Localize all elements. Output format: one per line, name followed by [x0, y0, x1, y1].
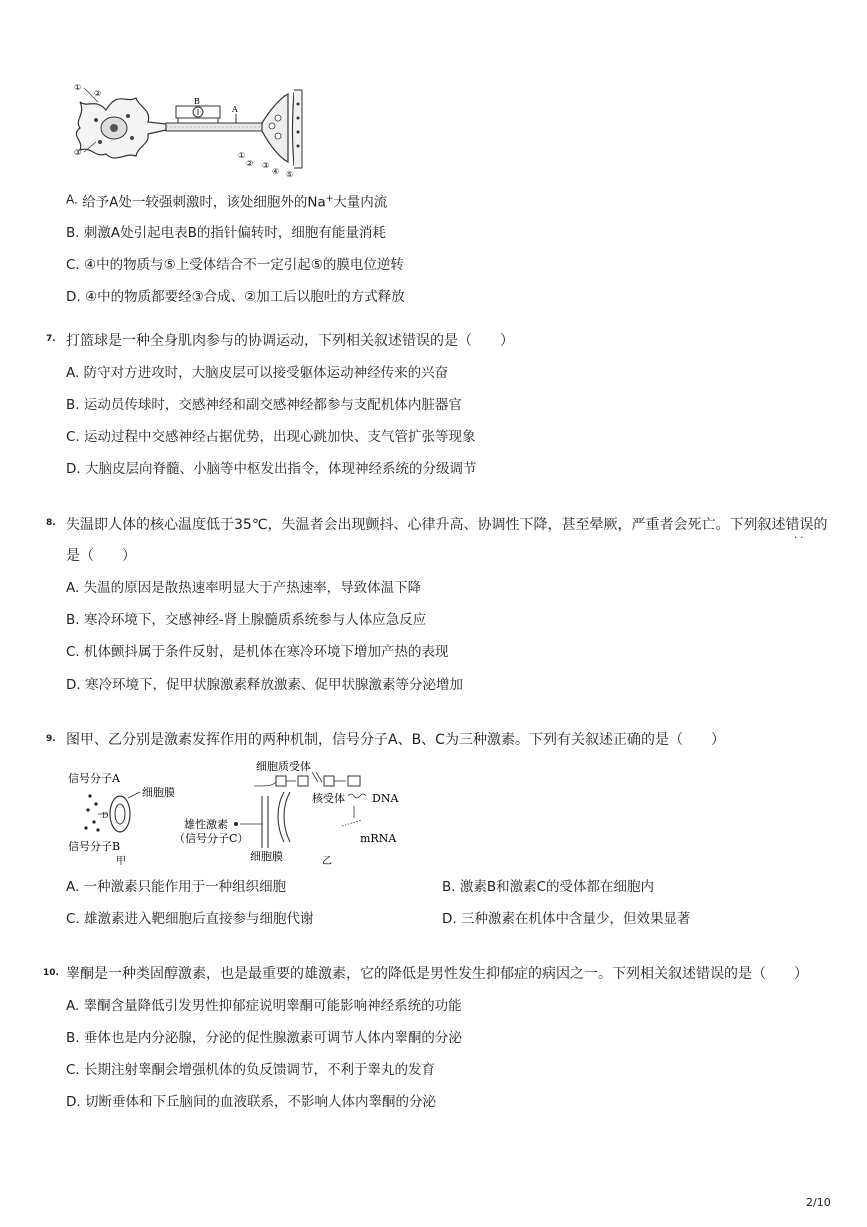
yi-nuclear-receptor: 核受体 — [312, 792, 345, 805]
q6-option-a-sup: + — [325, 194, 334, 204]
svg-text:D: D — [102, 811, 109, 820]
q7-option-a: A. 防守对方进攻时，大脑皮层可以接受躯体运动神经传来的兴奋 — [66, 365, 449, 381]
jia-caption: 甲 — [116, 856, 126, 866]
q9-option-c: C. 雄激素进入靶细胞后直接参与细胞代谢 — [66, 911, 314, 927]
figure-jia — [66, 766, 186, 866]
neuron-synapse-figure — [66, 80, 306, 180]
q6-option-a-text: 给予A处一较强刺激时，该处细胞外的Na — [82, 194, 326, 211]
q6-option-d: D. ④中的物质都要经③合成、②加工后以胞吐的方式释放 — [66, 289, 405, 305]
q7-stem: 打篮球是一种全身肌肉参与的协调运动，下列相关叙述错误的是（ ） — [66, 333, 514, 349]
jia-signal-b: 信号分子B — [68, 840, 121, 853]
label-2-right: ② — [246, 159, 254, 168]
q8-emphasis-dots: · · — [794, 533, 804, 544]
point-a-label: A — [232, 105, 238, 114]
q6-option-a-text-end: 大量内流 — [333, 194, 388, 211]
label-1-right: ① — [238, 151, 246, 160]
q6-option-c: C. ④中的物质与⑤上受体结合不一定引起⑤的膜电位逆转 — [66, 257, 404, 273]
yi-dna: DNA — [372, 792, 399, 805]
q9-option-b: B. 激素B和激素C的受体都在细胞内 — [442, 879, 655, 895]
label-3-right: ③ — [262, 161, 270, 170]
q6-option-b: B. 刺激A处引起电表B的指针偏转时，细胞有能量消耗 — [66, 225, 386, 241]
meter-b-label: B — [194, 97, 200, 106]
yi-hormone-note: （信号分子C） — [174, 832, 249, 845]
q10-stem: 睾酮是一种类固醇激素，也是最重要的雄激素，它的降低是男性发生抑郁症的病因之一。下列相关叙述错误的是（ ） — [66, 966, 808, 982]
q8-option-d: D. 寒冷环境下，促甲状腺激素释放激素、促甲状腺激素等分泌增加 — [66, 677, 463, 693]
neuron-diagram — [66, 80, 306, 180]
page-number: 2/10 — [806, 1196, 831, 1209]
yi-mrna: mRNA — [360, 832, 397, 845]
q7-number: 7. — [46, 334, 56, 344]
figure-yi — [172, 756, 412, 868]
q7-option-c: C. 运动过程中交感神经占据优势，出现心跳加快、支气管扩张等现象 — [66, 429, 476, 445]
q10-option-c: C. 长期注射睾酮会增强机体的负反馈调节，不利于睾丸的发育 — [66, 1062, 436, 1078]
q8-stem-line1: 失温即人体的核心温度低于35℃，失温者会出现颤抖、心律升高、协调性下降，甚至晕厥，严重者会死亡。下列叙述错误的 — [66, 517, 828, 533]
q9-number: 9. — [46, 734, 56, 744]
yi-hormone: 雄性激素 — [184, 818, 228, 831]
yi-caption: 乙 — [322, 856, 332, 867]
q10-option-d: D. 切断垂体和下丘脑间的血液联系，不影响人体内睾酮的分泌 — [66, 1094, 436, 1110]
label-3-left: ③ — [74, 148, 82, 157]
q8-option-c: C. 机体颤抖属于条件反射，是机体在寒冷环境下增加产热的表现 — [66, 644, 449, 660]
q9-stem: 图甲、乙分别是激素发挥作用的两种机制，信号分子A、B、C为三种激素。下列有关叙述正确的是（ ） — [66, 732, 725, 748]
yi-membrane: 细胞膜 — [250, 850, 283, 863]
label-5-right: ⑤ — [286, 170, 294, 179]
q10-option-b: B. 垂体也是内分泌腺，分泌的促性腺激素可调节人体内睾酮的分泌 — [66, 1030, 462, 1046]
label-2-left: ② — [94, 89, 102, 98]
q8-option-a: A. 失温的原因是散热速率明显大于产热速率，导致体温下降 — [66, 580, 422, 596]
q6-option-a-prefix: A. — [66, 192, 78, 207]
label-4-right: ④ — [272, 167, 280, 176]
figure-jia-diagram — [66, 766, 186, 866]
yi-cytoplasm-receptor: 细胞质受体 — [256, 760, 311, 773]
jia-membrane: 细胞膜 — [142, 786, 175, 799]
q8-stem-line2: 是（ ） — [66, 548, 136, 564]
q10-number: 10. — [43, 968, 59, 978]
q8-option-b: B. 寒冷环境下，交感神经-肾上腺髓质系统参与人体应急反应 — [66, 612, 427, 628]
q9-option-d: D. 三种激素在机体中含量少，但效果显著 — [442, 911, 691, 927]
q7-option-b: B. 运动员传球时，交感神经和副交感神经都参与支配机体内脏器官 — [66, 397, 462, 413]
figure-yi-diagram — [172, 756, 412, 868]
q10-option-a: A. 睾酮含量降低引发男性抑郁症说明睾酮可能影响神经系统的功能 — [66, 998, 462, 1014]
q6-option-a — [66, 190, 387, 212]
q7-option-d: D. 大脑皮层向脊髓、小脑等中枢发出指令，体现神经系统的分级调节 — [66, 461, 477, 477]
q9-option-a: A. 一种激素只能作用于一种组织细胞 — [66, 879, 287, 895]
q8-number: 8. — [46, 518, 56, 528]
jia-signal-a: 信号分子A — [68, 772, 120, 785]
label-1-left: ① — [74, 83, 82, 92]
